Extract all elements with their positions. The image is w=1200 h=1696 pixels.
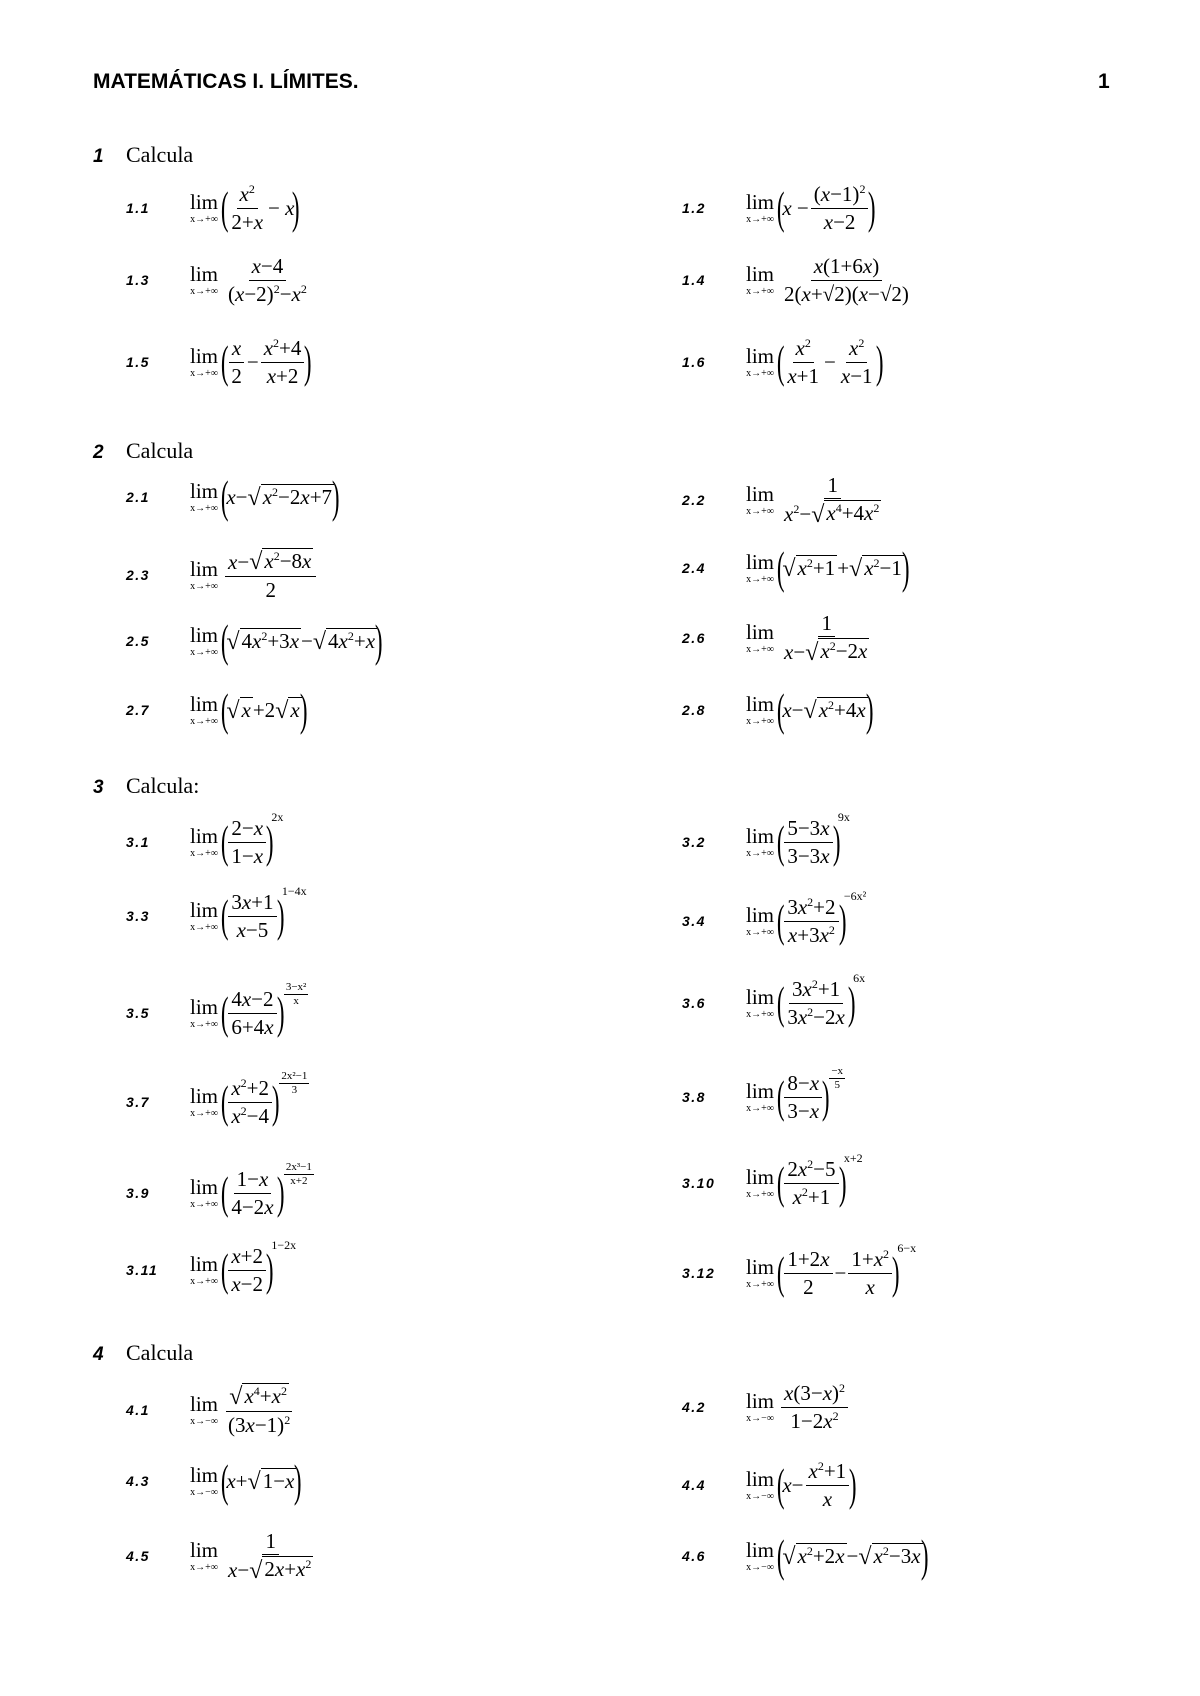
exercise-3-4	[682, 891, 866, 951]
limit-operator: lim x→+∞	[746, 619, 775, 655]
exercise-number: 2.7	[126, 702, 150, 718]
limit-expression: ( $\frac{8-x}{3-x}$ ) $\frac{-x}{5}$	[776, 1065, 844, 1123]
exercise-3-3	[126, 886, 307, 946]
section-number: 2	[93, 442, 104, 463]
section-4-heading	[93, 1340, 193, 1366]
limit-expression: $\frac{x(1+6x)}{2(x+√2)(x-√2)}$	[784, 254, 909, 306]
exercise-number: 2.8	[682, 702, 706, 718]
exercise-number: 3.3	[126, 908, 150, 924]
exercise-1-1	[126, 178, 298, 238]
limit-operator: lim x→+∞	[746, 902, 775, 938]
section-label: Calcula:	[126, 773, 200, 798]
exercise-number: 3.5	[126, 1005, 150, 1021]
exercise-number: 3.8	[682, 1089, 706, 1105]
exercise-number: 3.2	[682, 834, 706, 850]
exercise-number: 1.5	[126, 354, 150, 370]
limit-expression: ( $\frac{4x-2}{6+4x}$ ) $\frac{\text{3−x²}}{x}$	[220, 981, 307, 1039]
limit-expression: $\frac{x-4}{(x-2)^2-x^2}$	[228, 254, 307, 306]
exercise-1-3	[126, 250, 312, 310]
limit-expression: ( $\frac{x^2}{2+x}$ − x )	[220, 182, 300, 234]
limit-operator: lim x→+∞	[190, 622, 219, 658]
limit-operator: lim x→+∞	[190, 1174, 219, 1210]
limit-operator: lim x→+∞	[746, 1164, 775, 1200]
limit-expression: ( $\frac{5-3x}{3-3x}$ ) 9x	[776, 810, 850, 868]
limit-expression: 1 $x^2-$ √ $x^4+4x^2$	[784, 473, 880, 528]
exercise-1-6	[682, 332, 884, 392]
exercise-3-8	[682, 1067, 847, 1127]
exercise-3-12	[682, 1243, 916, 1303]
limit-operator: lim x→−∞	[190, 1391, 219, 1427]
limit-expression: ( x − $\frac{x^2+1}{x}$ )	[776, 1459, 857, 1511]
limit-operator: lim x→+∞	[746, 1078, 775, 1114]
limit-operator: lim x→+∞	[746, 823, 775, 859]
exercise-3-11	[126, 1240, 296, 1300]
section-number: 3	[93, 777, 104, 798]
exercise-number: 2.3	[126, 567, 150, 583]
exercise-2-8	[682, 680, 874, 740]
exercise-number: 3.10	[682, 1175, 716, 1191]
section-2-heading	[93, 438, 193, 464]
limit-operator: lim x→+∞	[190, 1537, 219, 1573]
exercise-2-2	[682, 470, 886, 530]
exercise-number: 3.9	[126, 1185, 150, 1201]
exercise-number: 3.4	[682, 913, 706, 929]
limit-operator: lim x→+∞	[190, 478, 219, 514]
page-number: 1	[1098, 70, 1110, 93]
limit-expression: ( x − √ $x^2-2x+7$ )	[220, 471, 340, 522]
limit-expression: ( $\frac{x+2}{x-2}$ ) 1−2x	[220, 1238, 297, 1296]
exercise-number: 4.3	[126, 1473, 150, 1489]
exercise-2-5	[126, 611, 383, 671]
limit-operator: lim x→+∞	[190, 1251, 219, 1287]
exercise-4-3	[126, 1451, 300, 1511]
exercise-number: 2.4	[682, 560, 706, 576]
exercise-number: 4.4	[682, 1477, 706, 1493]
exercise-number: 4.6	[682, 1548, 706, 1564]
limit-operator: lim x→+∞	[190, 556, 219, 592]
limit-expression: ( $\frac{2x^2-5}{x^2+1}$ ) x+2	[776, 1151, 863, 1209]
limit-expression: $\frac{x(3-x)^2}{1-2x^2}$	[779, 1381, 850, 1432]
limit-operator: lim x→+∞	[190, 343, 219, 379]
exercise-3-2	[682, 812, 850, 872]
limit-expression: ( $\frac{1-x}{4-2x}$ ) $\frac{\text{2x³−1}}{x+2}$	[220, 1161, 312, 1219]
limit-expression: ( $\frac{x^2+2}{x^2-4}$ ) $\frac{\text{2x²−1}}{3}$	[220, 1070, 308, 1128]
limit-expression: ( $\frac{3x^2+2}{x+3x^2}$ ) −6x²	[776, 889, 867, 947]
limit-operator: lim x→+∞	[190, 1083, 219, 1119]
limit-expression: 1 x− √ $2x+x^2$	[228, 1529, 312, 1584]
limit-operator: lim x→+∞	[190, 691, 219, 727]
limit-operator: lim x→−∞	[190, 1462, 219, 1498]
exercise-number: 2.1	[126, 489, 150, 505]
limit-operator: lim x→+∞	[190, 823, 219, 859]
limit-operator: lim x→+∞	[746, 691, 775, 727]
limit-expression: ( $\frac{x}{2}$ − $\frac{x^2+4}{x+2}$ )	[220, 336, 312, 388]
limit-expression: ( √ $x^2+2x$ − √ $x^2-3x$ )	[776, 1530, 929, 1581]
exercise-1-4	[682, 250, 914, 310]
limit-expression: ( √ $4x^2+3x$ − √ $4x^2+x$ )	[220, 615, 383, 666]
section-label: Calcula	[126, 142, 194, 167]
limit-operator: lim x→+∞	[746, 984, 775, 1020]
limit-operator: lim x→+∞	[190, 897, 219, 933]
limit-operator: lim x→+∞	[190, 261, 219, 297]
exercise-number: 2.5	[126, 633, 150, 649]
exercise-number: 2.6	[682, 630, 706, 646]
limit-expression: ( √ x +2 √ x )	[220, 684, 308, 735]
section-number: 4	[93, 1344, 104, 1365]
section-label: Calcula	[126, 438, 194, 463]
exercise-4-2	[682, 1377, 850, 1437]
limit-operator: lim x→+∞	[190, 994, 219, 1030]
limit-operator: lim x→+∞	[746, 481, 775, 517]
exercise-number: 4.2	[682, 1399, 706, 1415]
limit-expression: ( x − √ $x^2+4x$ )	[776, 684, 874, 735]
exercise-3-10	[682, 1153, 863, 1213]
exercise-3-7	[126, 1072, 311, 1132]
limit-operator: lim x→−∞	[746, 1466, 775, 1502]
exercise-4-1	[126, 1380, 295, 1440]
limit-operator: lim x→−∞	[746, 1537, 775, 1573]
exercise-4-6	[682, 1526, 929, 1586]
limit-expression: ( x − $\frac{(x-1)^2}{x-2}$ )	[776, 182, 876, 234]
exercise-number: 4.5	[126, 1548, 150, 1564]
page-title: MATEMÁTICAS I. LÍMITES.	[93, 70, 359, 93]
section-number: 1	[93, 146, 104, 167]
section-1-heading	[93, 142, 193, 168]
limit-operator: lim x→−∞	[746, 1388, 775, 1424]
exercise-2-1	[126, 467, 340, 527]
exercise-number: 2.2	[682, 492, 706, 508]
limit-operator: lim x→+∞	[746, 1254, 775, 1290]
exercise-number: 3.7	[126, 1094, 150, 1110]
exercise-number: 3.1	[126, 834, 150, 850]
limit-expression: ( $\frac{3x^2+1}{3x^2-2x}$ ) 6x	[776, 971, 866, 1029]
limit-expression: ( $\frac{3x+1}{x-5}$ ) 1−4x	[220, 884, 307, 942]
exercise-number: 3.12	[682, 1265, 716, 1281]
exercise-2-7	[126, 680, 308, 740]
exercise-3-6	[682, 973, 865, 1033]
exercise-3-9	[126, 1163, 316, 1223]
limit-expression: ( $\frac{2-x}{1-x}$ ) 2x	[220, 810, 284, 868]
exercise-number: 3.6	[682, 995, 706, 1011]
limit-expression: ( $\frac{1+2x}{2}$ − $\frac{1+x^2}{x}$ ) 6−x	[776, 1241, 917, 1299]
exercise-number: 1.3	[126, 272, 150, 288]
exercise-1-5	[126, 332, 310, 392]
section-label: Calcula	[126, 1340, 194, 1365]
exercise-4-5	[126, 1526, 318, 1586]
exercise-number: 1.4	[682, 272, 706, 288]
limit-operator: lim x→+∞	[746, 261, 775, 297]
exercise-4-4	[682, 1455, 855, 1515]
limit-expression: √ $x^4+x^2$ $(3x-1)^2$	[228, 1384, 291, 1437]
exercise-3-1	[126, 812, 283, 872]
limit-operator: lim x→+∞	[746, 343, 775, 379]
exercise-number: 4.1	[126, 1402, 150, 1418]
limit-expression: ( $\frac{x^2}{x+1}$ − $\frac{x^2}{x-1}$ )	[776, 336, 884, 388]
exercise-2-4	[682, 538, 910, 598]
exercise-number: 3.11	[126, 1262, 159, 1278]
limit-expression: ( √ $x^2+1$ + √ $x^2-1$ )	[776, 542, 910, 593]
limit-operator: lim x→+∞	[746, 549, 775, 585]
exercise-number: 1.2	[682, 200, 706, 216]
limit-operator: lim x→+∞	[190, 189, 219, 225]
limit-operator: lim x→+∞	[746, 189, 775, 225]
limit-expression: x− √ $x^2-8x$ 2	[223, 548, 318, 601]
limit-expression: ( x + √ 1−x )	[220, 1455, 302, 1506]
exercise-2-6	[682, 608, 874, 668]
exercise-2-3	[126, 545, 318, 605]
exercise-3-5	[126, 983, 310, 1043]
exercise-number: 1.1	[126, 200, 150, 216]
exercise-number: 1.6	[682, 354, 706, 370]
exercise-1-2	[682, 178, 874, 238]
section-3-heading	[93, 773, 199, 799]
limit-expression: 1 x− √ $x^2-2x$	[784, 611, 868, 666]
